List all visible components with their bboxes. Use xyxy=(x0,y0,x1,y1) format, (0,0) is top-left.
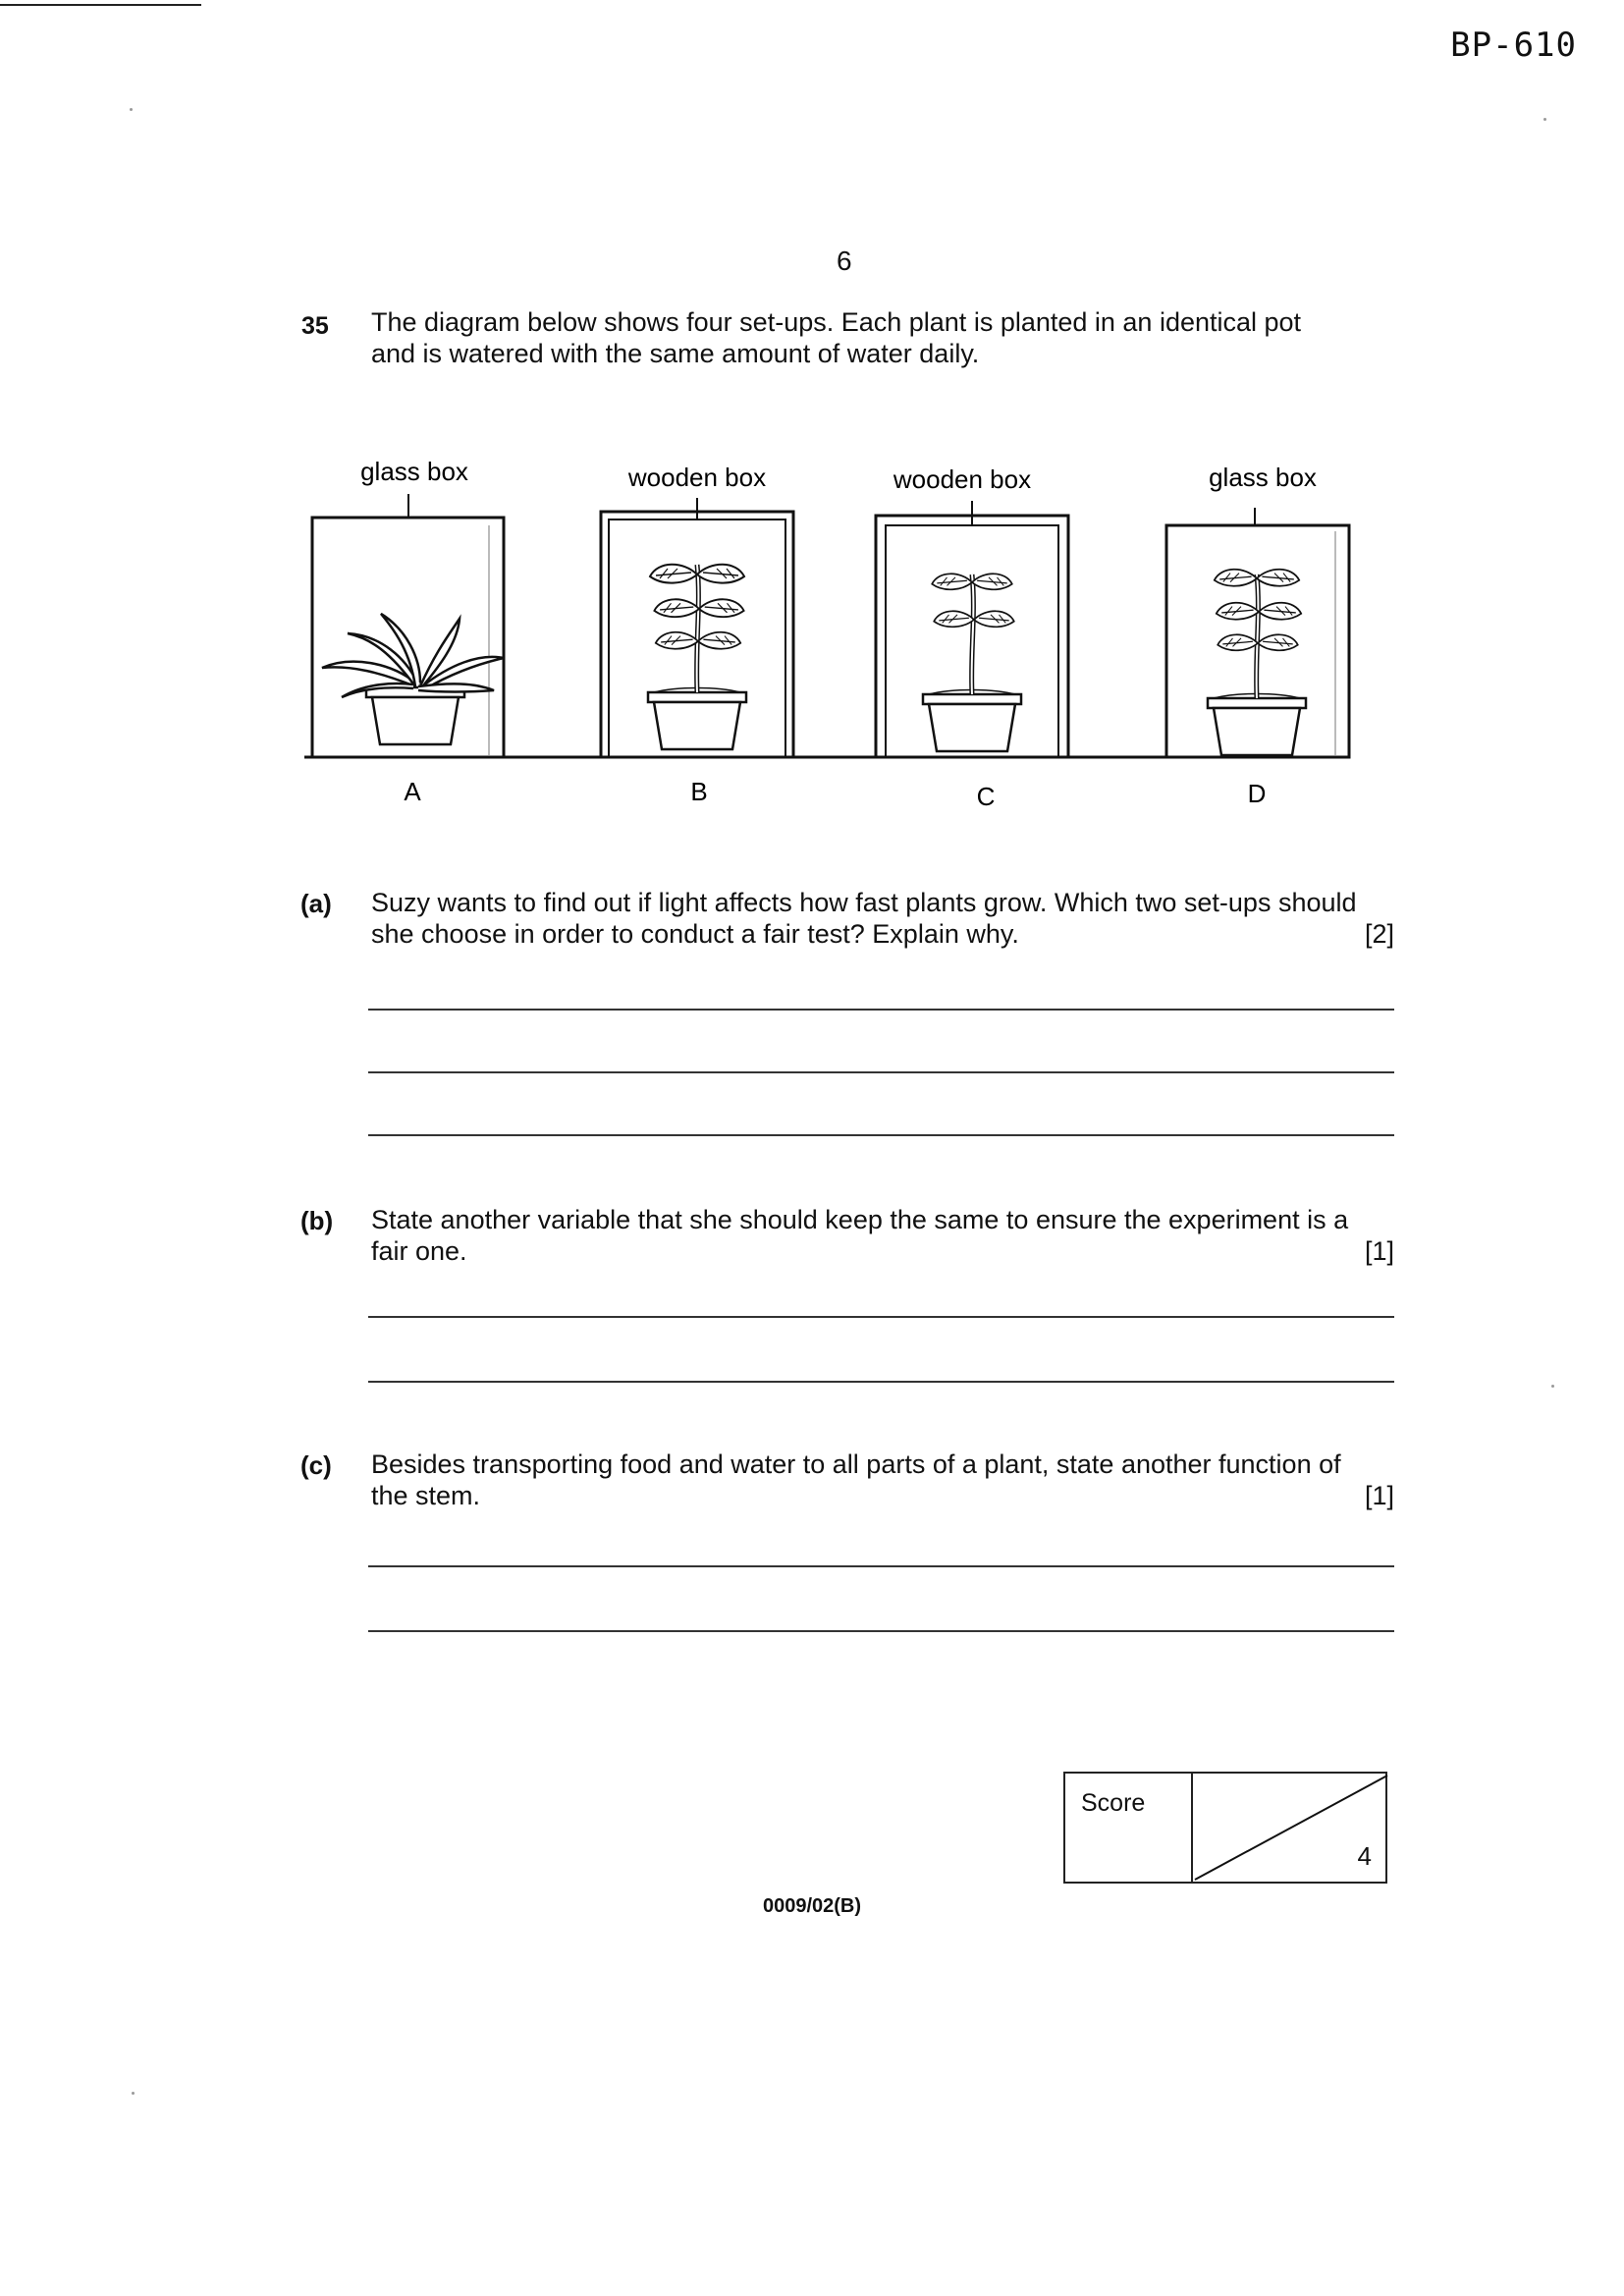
part-a-line xyxy=(371,918,1394,950)
scan-speck xyxy=(1551,1385,1554,1388)
part-c-label: (c) xyxy=(300,1450,332,1480)
score-total: 4 xyxy=(1357,1841,1372,1871)
scan-speck xyxy=(132,2092,135,2095)
setup-d-letter: D xyxy=(1247,779,1267,808)
part-c-line xyxy=(371,1480,1394,1511)
setup-a-letter: A xyxy=(404,777,421,806)
question-stem xyxy=(371,306,1412,369)
part-a-marks: [2] xyxy=(1364,919,1394,949)
document-code: BP-610 xyxy=(1450,26,1577,65)
setup-b-box-label: wooden box xyxy=(627,463,767,492)
part-b-line: State another variable that she should keep the same to ensure the experiment is a xyxy=(371,1205,1349,1234)
footer-code: 0009/02(B) xyxy=(762,1895,862,1917)
setup-c xyxy=(876,501,1068,757)
question-number: 35 xyxy=(301,312,329,340)
setup-b xyxy=(601,498,793,757)
part-a-text xyxy=(371,887,1394,950)
score-entry-cell[interactable] xyxy=(1192,1773,1386,1883)
part-b-label: (b) xyxy=(300,1206,334,1235)
part-c-text xyxy=(371,1449,1394,1511)
scan-speck xyxy=(130,108,133,111)
answer-line-b1[interactable] xyxy=(368,1316,1394,1318)
setup-c-letter: C xyxy=(976,782,996,811)
setup-d-box-label: glass box xyxy=(1209,463,1317,492)
answer-line-b2[interactable] xyxy=(368,1381,1394,1383)
answer-line-c2[interactable] xyxy=(368,1630,1394,1632)
part-b-text xyxy=(371,1204,1394,1267)
setups-diagram xyxy=(304,447,1365,820)
question-stem-line: and is watered with the same amount of water daily. xyxy=(371,339,980,368)
answer-line-a3[interactable] xyxy=(368,1134,1394,1136)
scan-speck xyxy=(1543,118,1546,121)
setup-a-box-label: glass box xyxy=(360,457,468,486)
answer-line-a2[interactable] xyxy=(368,1071,1394,1073)
part-b-marks: [1] xyxy=(1364,1236,1394,1266)
part-c-line2: the stem. xyxy=(371,1481,481,1510)
setup-d xyxy=(1166,508,1349,757)
setup-b-letter: B xyxy=(690,777,708,806)
setup-a xyxy=(312,494,504,757)
setup-c-box-label: wooden box xyxy=(893,465,1032,494)
top-rule xyxy=(0,4,201,6)
part-a-line2: she choose in order to conduct a fair test? Explain why. xyxy=(371,919,1019,949)
answer-line-c1[interactable] xyxy=(368,1565,1394,1567)
part-c-marks: [1] xyxy=(1364,1481,1394,1510)
score-box xyxy=(1063,1772,1387,1884)
part-a-line: Suzy wants to find out if light affects how fast plants grow. Which two set-ups should xyxy=(371,888,1357,917)
part-b-line xyxy=(371,1235,1394,1267)
answer-line-a1[interactable] xyxy=(368,1009,1394,1011)
part-c-line: Besides transporting food and water to all parts of a plant, state another function of xyxy=(371,1449,1341,1479)
page-number: 6 xyxy=(837,246,852,276)
question-stem-line: The diagram below shows four set-ups. Each plant is planted in an identical pot xyxy=(371,307,1302,337)
score-label-cell xyxy=(1064,1773,1192,1883)
part-a-label: (a) xyxy=(300,889,332,918)
score-label: Score xyxy=(1081,1789,1146,1817)
part-b-line2: fair one. xyxy=(371,1236,467,1266)
